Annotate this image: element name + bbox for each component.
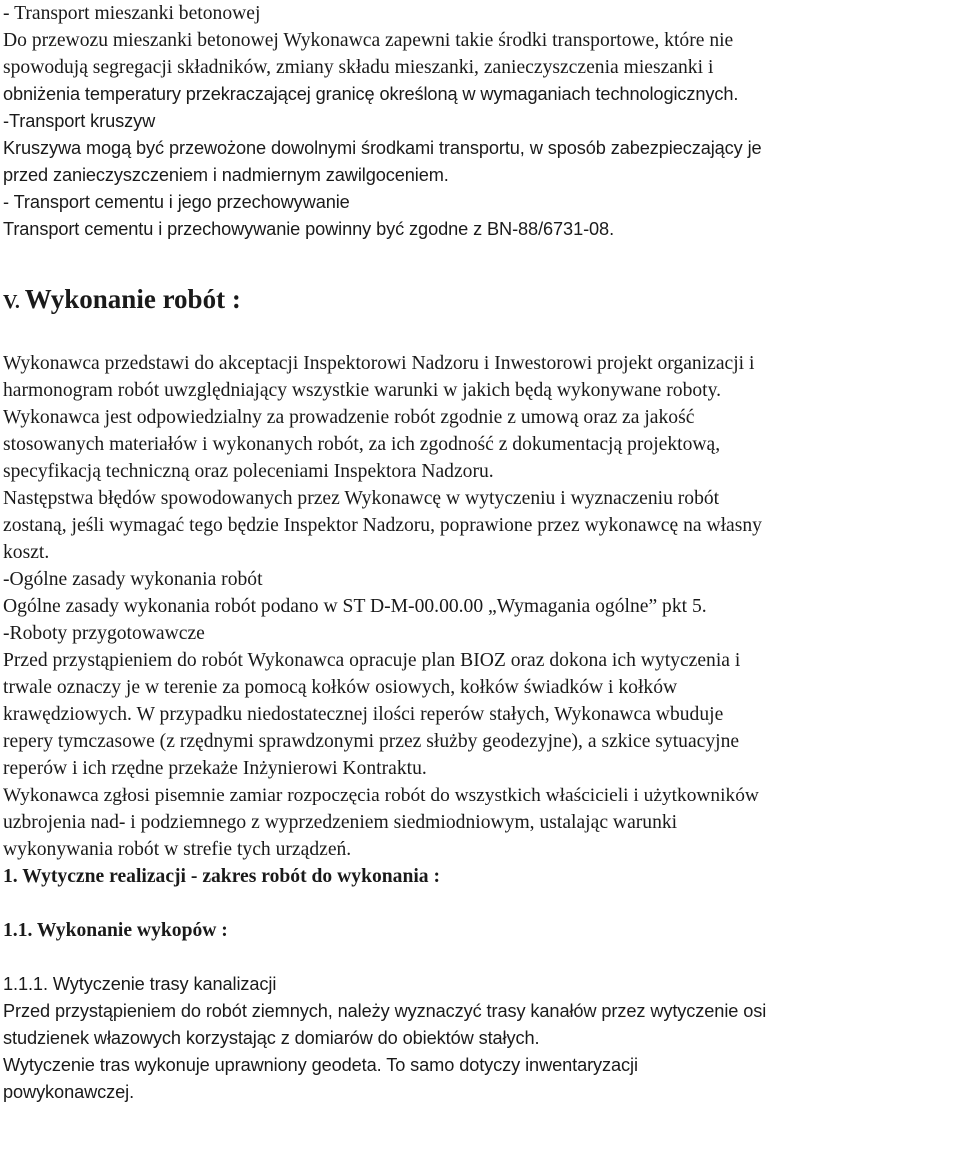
text-line: Przed przystąpieniem do robót Wykonawca opracuje plan BIOZ oraz dokona ich wytyczenia i	[3, 650, 741, 671]
text-line: Do przewozu mieszanki betonowej Wykonawca zapewni takie środki transportowe, które nie	[3, 30, 734, 51]
text-line: studzienek włazowych korzystając z domiarów do obiektów stałych.	[3, 1028, 540, 1048]
text-line: Ogólne zasady wykonania robót podano w ST D-M-00.00.00 „Wymagania ogólne” pkt 5.	[3, 596, 707, 617]
text-line: stosowanych materiałów i wykonanych robót, za ich zgodność z dokumentacją projektową,	[3, 434, 721, 455]
text-line: Wykonawca zgłosi pisemnie zamiar rozpoczęcia robót do wszystkich właścicieli i użytkowników	[3, 785, 759, 806]
text-line: - Transport mieszanki betonowej	[3, 3, 261, 24]
text-line: repery tymczasowe (z rzędnymi sprawdzonymi przez służby geodezyjne), a szkice sytuacyjne	[3, 731, 740, 752]
text-line: zostaną, jeśli wymagać tego będzie Inspektor Nadzoru, poprawione przez wykonawcę na własny	[3, 515, 762, 536]
blank-line	[3, 243, 958, 270]
text-line: koszt.	[3, 542, 50, 563]
text-line: powykonawczej.	[3, 1082, 135, 1102]
text-line: spowodują segregacji składników, zmiany składu mieszanki, zanieczyszczenia mieszanki i	[3, 57, 714, 78]
heading-1-1: 1.1. Wykonanie wykopów :	[3, 920, 228, 941]
section-v-title: Wykonanie robót :	[24, 284, 241, 314]
text-line: przed zanieczyszczeniem i nadmiernym zawilgoceniem.	[3, 165, 449, 185]
text-line: Transport cementu i przechowywanie powinny być zgodne z BN-88/6731-08.	[3, 219, 615, 239]
text-line: reperów i ich rzędne przekaże Inżynierowi Kontraktu.	[3, 758, 427, 779]
text-line: - Transport cementu i jego przechowywanie	[3, 192, 350, 212]
section-v-number: V.	[3, 291, 20, 313]
text-line: Wykonawca jest odpowiedzialny za prowadzenie robót zgodnie z umową oraz za jakość	[3, 407, 695, 428]
blank-line	[3, 944, 958, 971]
text-line: Następstwa błędów spowodowanych przez Wykonawcę w wytyczeniu i wyznaczeniu robót	[3, 488, 720, 509]
text-line: -Roboty przygotowawcze	[3, 623, 205, 644]
text-line: -Ogólne zasady wykonania robót	[3, 569, 263, 590]
heading-1: 1. Wytyczne realizacji - zakres robót do wykonania :	[3, 866, 441, 887]
text-line: wykonywania robót w strefie tych urządzeń.	[3, 839, 352, 860]
section-v-heading	[3, 270, 958, 328]
text-line: obniżenia temperatury przekraczającej granicę określoną w wymaganiach technologicznych.	[3, 84, 739, 104]
text-line: uzbrojenia nad- i podziemnego z wyprzedzeniem siedmiodniowym, ustalając warunki	[3, 812, 678, 833]
text-line: Wytyczenie tras wykonuje uprawniony geodeta. To samo dotyczy inwentaryzacji	[3, 1055, 638, 1075]
text-line: krawędziowych. W przypadku niedostatecznej ilości reperów stałych, Wykonawca wbuduje	[3, 704, 724, 725]
blank-line	[3, 890, 958, 917]
text-line: trwale oznaczy je w terenie za pomocą kołków osiowych, kołków świadków i kołków	[3, 677, 678, 698]
text-line: specyfikacją techniczną oraz poleceniami Inspektora Nadzoru.	[3, 461, 494, 482]
text-line: harmonogram robót uwzględniający wszystkie warunki w jakich będą wykonywane roboty.	[3, 380, 722, 401]
subheading-1-1-1: 1.1.1. Wytyczenie trasy kanalizacji	[3, 974, 277, 994]
blank-line	[3, 328, 958, 350]
text-line: Kruszywa mogą być przewożone dowolnymi środkami transportu, w sposób zabezpieczający je	[3, 138, 762, 158]
text-line: Przed przystąpieniem do robót ziemnych, należy wyznaczyć trasy kanałów przez wytyczenie osi	[3, 1001, 767, 1021]
document-page	[3, 0, 958, 1106]
text-line: Wykonawca przedstawi do akceptacji Inspektorowi Nadzoru i Inwestorowi projekt organizacji i	[3, 353, 755, 374]
text-line: -Transport kruszyw	[3, 111, 156, 131]
